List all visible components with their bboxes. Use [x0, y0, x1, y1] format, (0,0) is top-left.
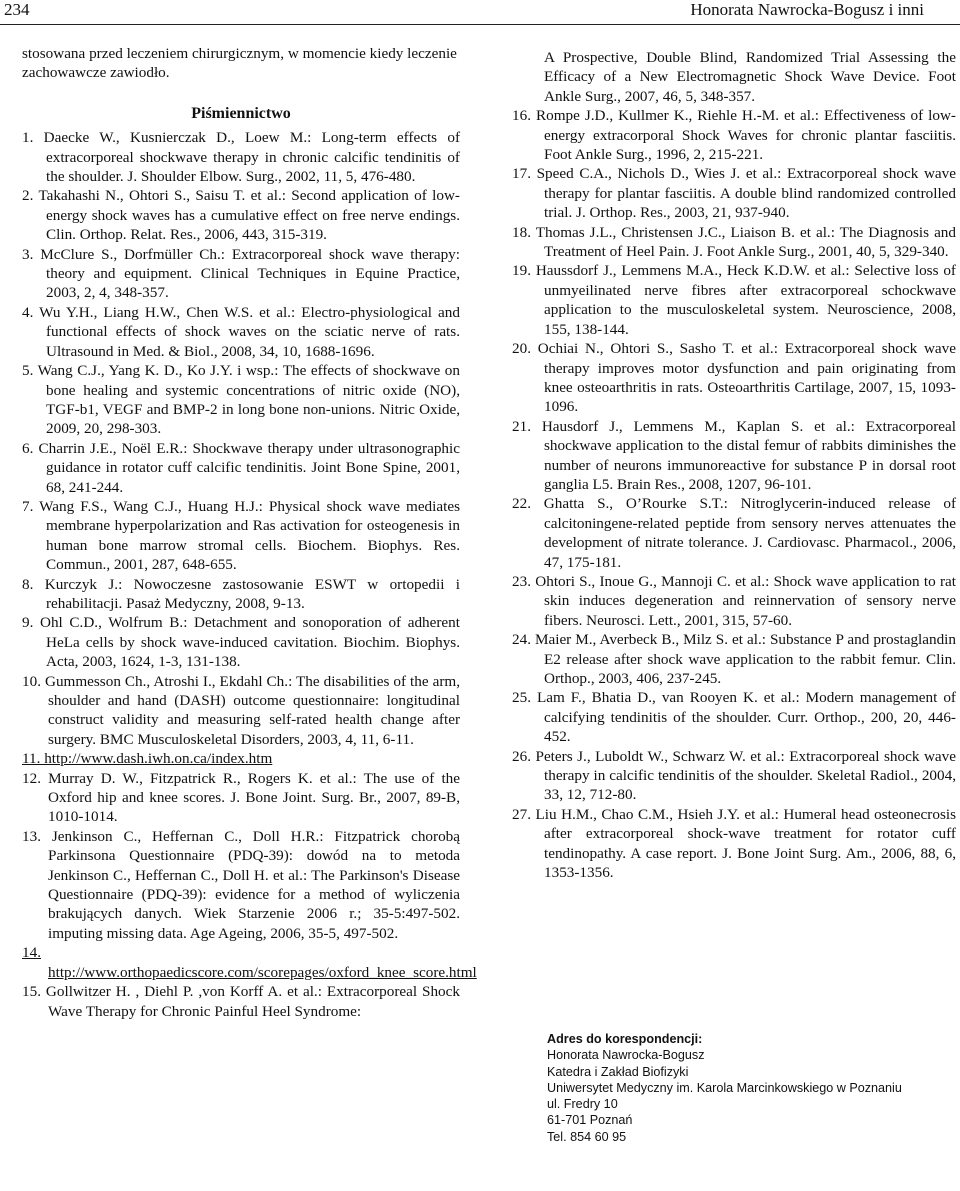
reference-item: 27. Liu H.M., Chao C.M., Hsieh J.Y. et al.: Humeral head osteonecrosis after extracorporeal shock-wave treatment for rotator cuff tendinopathy. A case report. J. Bone Joint Surg. Am., 2006, 88, 6, 1353-1356. — [512, 805, 956, 882]
address-line: Uniwersytet Medyczny im. Karola Marcinkowskiego w Poznaniu — [547, 1080, 902, 1095]
reference-item: 23. Ohtori S., Inoue G., Mannoji C. et al.: Shock wave application to rat skin induces degeneration and reinnervation of sensory nerve fibers. Neurosci. Lett., 2001, 315, 57-60. — [512, 572, 956, 629]
address-title: Adres do korespondencji: — [547, 1032, 703, 1046]
reference-link-oxford[interactable] — [22, 943, 477, 982]
address-line: Honorata Nawrocka-Bogusz — [547, 1048, 705, 1063]
reference-item: 2. Takahashi N., Ohtori S., Saisu T. et al.: Second application of low-energy shock waves has a cumulative effect on free nerve endings. Clin. Orthop. Relat. Res., 2006, 443, 315-319. — [22, 187, 460, 244]
page-number: 234 — [4, 0, 30, 19]
oxford-score-url-link[interactable]: 14. http://www.orthopaedicscore.com/scorepages/oxford_knee_score.html — [22, 944, 477, 981]
running-head-authors: Honorata Nawrocka-Bogusz i inni — [690, 0, 924, 19]
reference-item: 26. Peters J., Luboldt W., Schwarz W. et al.: Extracorporeal shock wave therapy in calcific tendinitis of the shoulder. Skeletal Radiol., 2004, 33, 12, 712-80. — [512, 747, 956, 804]
reference-item: 16. Rompe J.D., Kullmer K., Riehle H.-M. et al.: Effectiveness of low-energy extracorporal Shock Waves for chronic plantar fasciitis. Foot Ankle Surg., 1996, 2, 215-221. — [512, 107, 956, 164]
reference-item: 15. Gollwitzer H. , Diehl P. ,von Korff A. et al.: Extracorporeal Shock Wave Therapy for Chronic Painful Heel Syndrome: — [22, 983, 460, 1020]
right-column — [512, 48, 956, 882]
reference-continuation: A Prospective, Double Blind, Randomized Trial Assessing the Efficacy of a New Electromagnetic Shock Wave Device. Foot Ankle Surg., 2007, 46, 5, 348-357. — [544, 49, 956, 105]
address-line: Tel. 854 60 95 — [547, 1129, 627, 1144]
reference-item: 6. Charrin J.E., Noël E.R.: Shockwave therapy under ultrasonographic guidance in rotator cuff calcific tendinitis. Joint Bone Spine, 2001, 68, 241-244. — [22, 439, 460, 496]
reference-item: 7. Wang F.S., Wang C.J., Huang H.J.: Physical shock wave mediates membrane hyperpolarization and Ras activation for osteogenesis in human bone marrow stromal cells. Biochem. Biophys. Res. Commun., 2001, 287, 648-655. — [22, 497, 460, 574]
reference-item: 4. Wu Y.H., Liang H.W., Chen W.S. et al.: Electro-physiological and functional effects of shock waves on the sciatic nerve of rats. Ultrasound in Med. & Biol., 2008, 34, 10, 1688-1696. — [22, 303, 460, 360]
reference-item: 9. Ohl C.D., Wolfrum B.: Detachment and sonoporation of adherent HeLa cells by shock wave-induced cavitation. Biochim. Biophys. Acta, 2003, 1624, 1-3, 131-138. — [22, 614, 460, 671]
address-line: Katedra i Zakład Biofizyki — [547, 1064, 689, 1079]
reference-item: 20. Ochiai N., Ohtori S., Sasho T. et al.: Extracorporeal shock wave therapy improves motor dysfunction and pain originating from knee osteoarthritis in rats. Osteoarthritis Cartilage, 2007, 15, 1093-1096. — [512, 340, 956, 416]
dash-url-link[interactable]: 11. http://www.dash.iwh.on.ca/index.htm — [22, 750, 273, 768]
reference-item: 3. McClure S., Dorfmüller Ch.: Extracorporeal shock wave therapy: theory and equipment. Clinical Techniques in Equine Practice, 2003, 2, 4, 348-357. — [22, 245, 460, 302]
reference-item: 24. Maier M., Averbeck B., Milz S. et al.: Substance P and prostaglandin E2 release after shock wave application to the rabbit femur. Clin. Orthop., 2003, 406, 237-245. — [512, 631, 956, 687]
left-reference-list — [22, 128, 477, 1021]
reference-item: 12. Murray D. W., Fitzpatrick R., Rogers K. et al.: The use of the Oxford hip and knee scores. J. Bone Joint. Surg. Br., 2007, 89-B, 1010-1014. — [22, 769, 460, 826]
address-line: 61-701 Poznań — [547, 1113, 633, 1128]
right-reference-list — [512, 106, 956, 882]
reference-item: 19. Haussdorf J., Lemmens M.A., Heck K.D.W. et al.: Selective loss of unmyeilinated nerve fibres after extracorporeal schockwave application to the musculoskeletal system. Neuroscience, 2008, 155, 138-144. — [512, 262, 956, 338]
address-line: ul. Fredry 10 — [547, 1097, 618, 1112]
reference-item: 21. Hausdorf J., Lemmens M., Kaplan S. et al.: Extracorporeal shockwave application to the distal femur of rabbits diminishes the number of neurons immunoreactive for substance P in dorsal root ganglia L5. Brain Res., 2008, 1207, 96-101. — [512, 417, 956, 493]
reference-item: 8. Kurczyk J.: Nowoczesne zastosowanie ESWT w ortopedii i rehabilitacji. Pasaż Medyczny, 2008, 9-13. — [22, 575, 460, 612]
header-rule — [0, 24, 960, 25]
reference-item: 18. Thomas J.L., Christensen J.C., Liaison B. et al.: The Diagnosis and Treatment of Heel Pain. J. Foot Ankle Surg., 2001, 40, 5, 329-340. — [512, 223, 956, 261]
reference-item: 5. Wang C.J., Yang K. D., Ko J.Y. i wsp.: The effects of shockwave on bone healing and systemic concentrations of nitric oxide (NO), TGF-b1, VEGF and BMP-2 in long bone non-unions. Nitric Oxide, 2009, 20, 298-303. — [22, 362, 460, 438]
reference-item: 22. Ghatta S., O’Rourke S.T.: Nitroglycerin-induced release of calcitoningene-related peptide from sensory nerves attenuates the development of nitrate tolerance. J. Cardiovasc. Pharmacol., 2006, 47, 175-181. — [512, 495, 956, 571]
correspondence-address — [547, 1031, 902, 1145]
left-column — [22, 44, 477, 1021]
page-header — [0, 0, 960, 24]
reference-item: 13. Jenkinson C., Heffernan C., Doll H.R.: Fitzpatrick chorobą Parkinsona Questionnaire (PDQ-39): dowód na to metoda Jenkinson C., Heffernan C., Doll H. et al.: The Parkinson's Disease Questionnaire (PDQ-39): evidence for a method of wyliczenia brakujących danych. Wiek Starzenie 2006 r.; 35-5:497-502. imputing missing data. Age Ageing, 2006, 35-5, 497-502. — [22, 827, 460, 942]
reference-item: 10. Gummesson Ch., Atroshi I., Ekdahl Ch.: The disabilities of the arm, shoulder and hand (DASH) outcome questionnaire: longitudinal construct validity and measuring self-rated health change after surgery. BMC Musculoskeletal Disorders, 2003, 4, 11, 6-11. — [22, 672, 460, 748]
intro-paragraph: stosowana przed leczeniem chirurgicznym, w momencie kiedy leczenie zachowawcze zawiodło. — [22, 45, 457, 82]
reference-item: 25. Lam F., Bhatia D., van Rooyen K. et al.: Modern management of calcifying tendinitis of the shoulder. Curr. Orthop., 200, 20, 446-452. — [512, 689, 956, 746]
reference-link-dash[interactable] — [22, 749, 460, 768]
references-heading: Piśmiennictwo — [191, 104, 291, 122]
reference-item: 1. Daecke W., Kusnierczak D., Loew M.: Long-term effects of extracorporeal shockwave therapy in chronic calcific tendinitis of the shoulder. J. Shoulder Elbow. Surg., 2002, 11, 5, 476-480. — [22, 129, 460, 186]
reference-item: 17. Speed C.A., Nichols D., Wies J. et al.: Extracorporeal shock wave therapy for plantar fasciitis. A double blind randomized controlled trial. J. Orthop. Res., 2003, 21, 937-940. — [512, 165, 956, 222]
